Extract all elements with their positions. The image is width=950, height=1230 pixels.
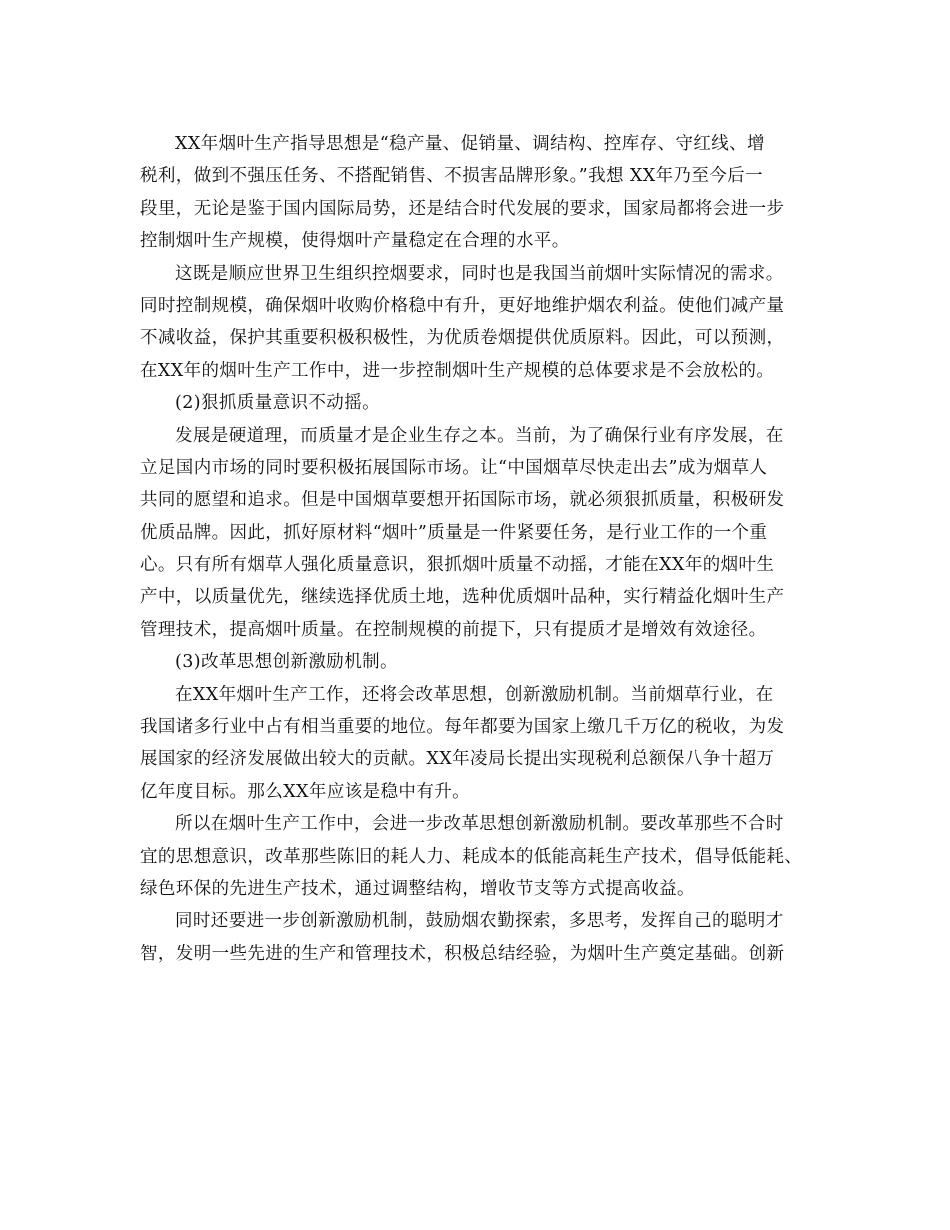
text-line: (3)改革思想创新激励机制。 <box>175 652 398 673</box>
text-line: 展国家的经济发展做出较大的贡献。XX年凌局长提出实现税利总额保八争十超万 <box>140 749 775 770</box>
text-line: 管理技术，提高烟叶质量。在控制规模的前提下，只有提质才是增效有效途径。 <box>140 619 767 640</box>
text-line: 心。只有所有烟草人强化质量意识，狠抓烟叶质量不动摇，才能在XX年的烟叶生 <box>140 555 775 576</box>
text-line: 所以在烟叶生产工作中，会进一步改革思想创新激励机制。要改革那些不合时 <box>175 814 784 835</box>
text-line: 亿年度目标。那么XX年应该是稳中有升。 <box>140 781 471 802</box>
text-line: 立足国内市场的同时要积极拓展国际市场。让“中国烟草尽快走出去”成为烟草人 <box>140 457 768 478</box>
text-line: 控制烟叶生产规模，使得烟叶产量稳定在合理的水平。 <box>140 231 570 252</box>
text-line: 我国诸多行业中占有相当重要的地位。每年都要为国家上缴几千万亿的税收，为发 <box>140 717 785 738</box>
text-line: 这既是顺应世界卫生组织控烟要求，同时也是我国当前烟叶实际情况的需求。 <box>175 263 784 284</box>
text-line: 发展是硬道理，而质量才是企业生存之本。当前，为了确保行业有序发展，在 <box>175 425 784 446</box>
text-line: 同时还要进一步创新激励机制，鼓励烟农勤探索，多思考，发挥自己的聪明才 <box>175 911 784 932</box>
text-line: 优质品牌。因此，抓好原材料“烟叶”质量是一件紧要任务，是行业工作的一个重 <box>140 522 768 543</box>
text-line: 宜的思想意识，改革那些陈旧的耗人力、耗成本的低能高耗生产技术，倡导低能耗、 <box>140 846 803 867</box>
text-line: 在XX年的烟叶生产工作中，进一步控制烟叶生产规模的总体要求是不会放松的。 <box>140 360 775 381</box>
text-line: 税利，做到不强压任务、不搭配销售、不损害品牌形象。”我想 XX年乃至今后一 <box>140 166 763 187</box>
document-body <box>140 128 820 970</box>
text-line: 不减收益，保护其重要积极积极性，为优质卷烟提供优质原料。因此，可以预测， <box>140 328 785 349</box>
text-line: 产中，以质量优先，继续选择优质土地，选种优质烟叶品种，实行精益化烟叶生产 <box>140 587 785 608</box>
text-line: XX年烟叶生产指导思想是“稳产量、促销量、调结构、控库存、守红线、增 <box>175 134 765 154</box>
text-line: 在XX年烟叶生产工作，还将会改革思想，创新激励机制。当前烟草行业，在 <box>175 684 774 705</box>
text-line: 段里，无论是鉴于国内国际局势，还是结合时代发展的要求，国家局都将会进一步 <box>140 198 785 219</box>
text-line: (2)狠抓质量意识不动摇。 <box>175 393 380 414</box>
text-line: 绿色环保的先进生产技术，通过调整结构，增收节支等方式提高收益。 <box>140 878 695 899</box>
text-line: 共同的愿望和追求。但是中国烟草要想开拓国际市场，就必须狠抓质量，积极研发 <box>140 490 785 511</box>
text-line: 同时控制规模，确保烟叶收购价格稳中有升，更好地维护烟农利益。使他们减产量 <box>140 295 785 316</box>
text-line: 智，发明一些先进的生产和管理技术，积极总结经验，为烟叶生产奠定基础。创新 <box>140 943 785 964</box>
